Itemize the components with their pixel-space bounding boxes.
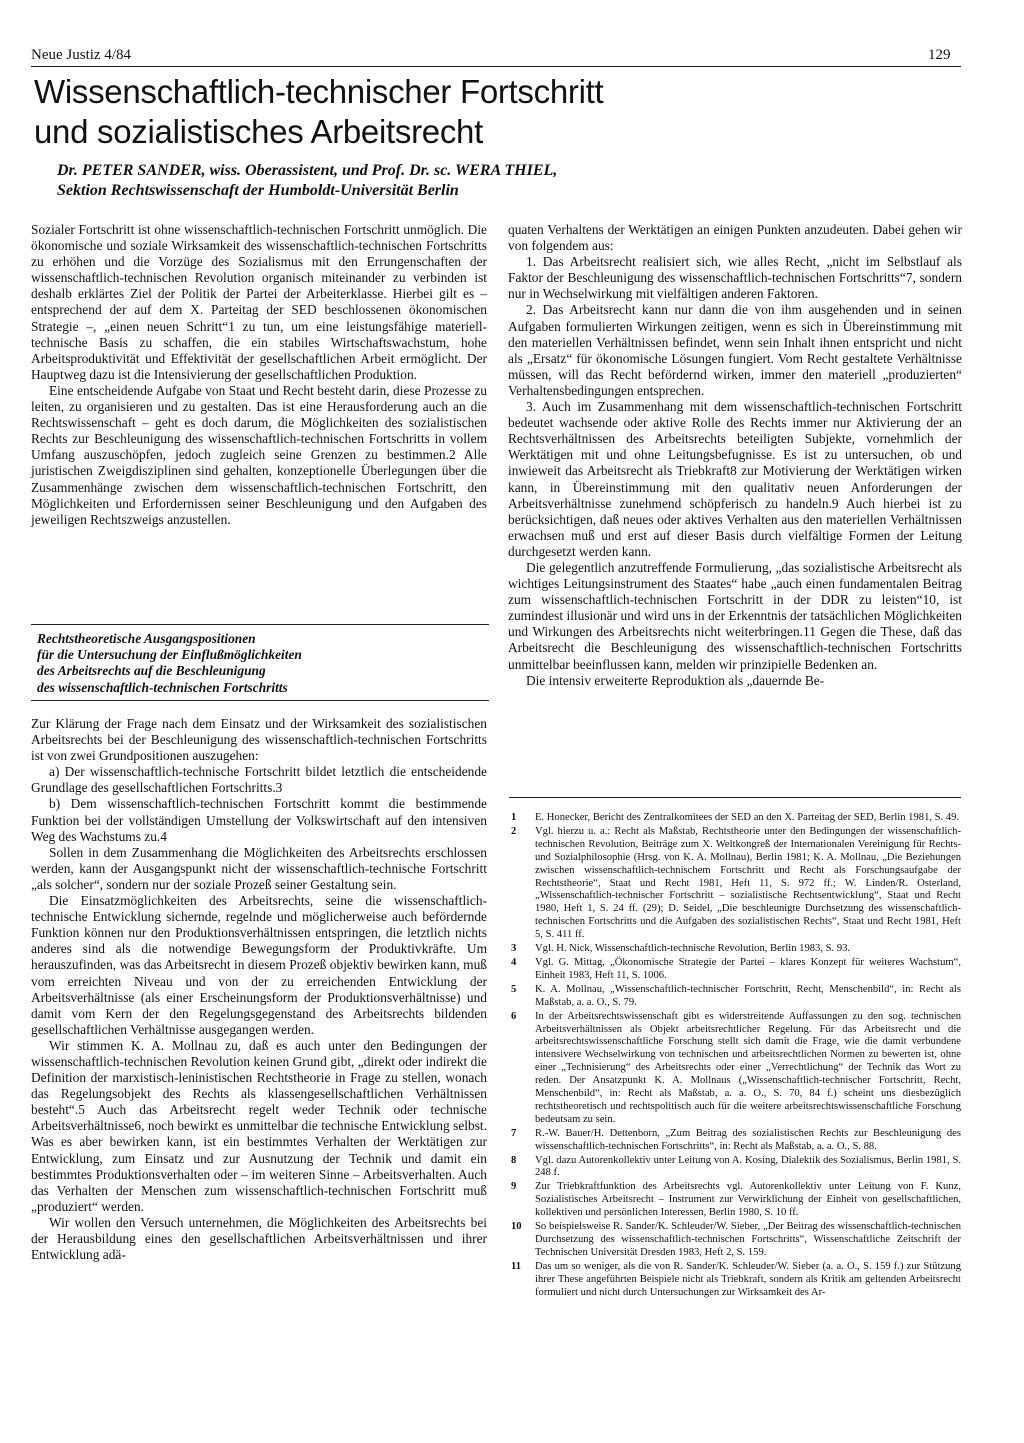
footnote xyxy=(509,1181,961,1220)
paragraph: Eine entscheidende Aufgabe von Staat und Recht besteht darin, diese Prozesse zu leiten, zu organisieren und zu gestalten. Das ist eine Herausforderung auch an die Rechtswissenschaft – geht es doch darum, die Möglichkeiten des sozialistischen Rechts zur Beschleunigung des wissenschaftlich-technischen Fortschritts in vollem Umfang auszuschöpfen, jedoch zugleich seine Grenzen zu bestimmen.2 Alle juristischen Zweigdisziplinen sind gehalten, konzeptionelle Überlegungen über die Zusammenhänge zwischen dem wissenschaftlich-technischen Fortschritt, den Möglichkeiten und Erfordernissen seiner Beschleunigung und den Aufgaben des jeweiligen Rechtszweigs anzustellen. xyxy=(31,382,487,527)
footnote-number: 7 xyxy=(511,1127,517,1139)
footnote-text: Vgl. dazu Autorenkollektiv unter Leitung von A. Kosing, Dialektik des Sozialismus, Berlin 1981, S. 248 f. xyxy=(535,1154,961,1179)
footnote xyxy=(509,826,961,942)
footnote-number: 10 xyxy=(511,1221,522,1233)
title-line-2: und sozialistisches Arbeitsrecht xyxy=(34,113,483,150)
footnote-number: 4 xyxy=(511,956,517,968)
section-rule-bottom xyxy=(31,700,489,701)
footnote-number: 5 xyxy=(511,983,517,995)
section-heading-line: des Arbeitsrechts auf die Beschleunigung xyxy=(37,663,266,679)
footnotes xyxy=(509,812,961,1301)
byline-line-1: Dr. PETER SANDER, wiss. Oberassistent, und Prof. Dr. sc. WERA THIEL, xyxy=(57,162,558,179)
footnote xyxy=(509,1155,961,1181)
footnote xyxy=(509,812,961,825)
paragraph: Die gelegentlich anzutreffende Formulierung, „das sozialistische Arbeitsrecht als wichtiges Leitungsinstrument des Staates“ habe „auch einen fundamentalen Beitrag zum wissenschaftlich-technischen Fortschritt in der DDR zu leisten“10, ist zumindest illusionär und wird uns in der Erkenntnis der tatsächlichen Möglichkeiten und Wirkungen des Arbeitsrechts nicht weiterbringen.11 Gegen die These, daß das Arbeitsrecht die Beschleunigung des wissenschaftlich-technischen Fortschritts unmittelbar beeinflussen kann, melden wir prinzipielle Bedenken an. xyxy=(508,559,962,672)
footnote xyxy=(509,1261,961,1300)
article-title xyxy=(34,72,734,152)
footnote xyxy=(509,1011,961,1127)
footnote-number: 1 xyxy=(511,812,517,823)
left-column-intro xyxy=(31,222,487,528)
footnote-number: 6 xyxy=(511,1010,517,1022)
paragraph: b) Dem wissenschaftlich-technischen Fortschritt kommt die bestimmende Funktion bei der vollständigen Umstellung der Volkswirtschaft auf den intensiven Weg des Wachstums zu.4 xyxy=(31,796,487,844)
footnote-number: 2 xyxy=(511,825,517,837)
footnote xyxy=(509,1221,961,1260)
footnote xyxy=(509,957,961,983)
footnote-text: R.-W. Bauer/H. Dettenborn, „Zum Beitrag des sozialistischen Rechts zur Beschleunigung des wissenschaftlich-technischen Fortschritts“, in: Recht als Maßstab, a. a. O., S. 88. xyxy=(535,1127,961,1152)
footnote-number: 11 xyxy=(511,1260,522,1272)
paragraph: Wir stimmen K. A. Mollnau zu, daß es auch unter den Bedingungen der wissenschaftlich-technischen Revolution keinen Grund gibt, „direkt oder indirekt die Definition der marxistisch-leninistischen Rechtstheorie in Frage zu stellen, wonach das Regelungsobjekt des Rechts als klassengesellschaftlichen Verhältnissen besteht“.5 Auch das Arbeitsrecht regelt weder Technik oder technische Arbeitsverhältnisse6, noch bewirkt es unmittelbar die technische Entwicklung selbst. Was es aber bewirken kann, ist ein bestimmtes Verhalten der Werktätigen zur Entwicklung, zum Einsatz und zur Ausnutzung der Technik und damit ein bestimmtes Produktionsverhalten oder – im weiteren Sinne – Arbeitsverhalten. Auch das Verhalten der Menschen zum wissenschaftlich-technischen Fortschritt muß „produziert“ werden. xyxy=(31,1037,487,1214)
title-line-1: Wissenschaftlich-technischer Fortschritt xyxy=(34,73,604,110)
paragraph: 1. Das Arbeitsrecht realisiert sich, wie alles Recht, „nicht im Selbstlauf als Faktor der Beschleunigung des wissenschaftlich-technischen Fortschritts“7, sondern nur in Wechselwirkung mit vielfältigen anderen Faktoren. xyxy=(508,254,962,302)
header-divider xyxy=(31,66,961,67)
paragraph: Die intensiv erweiterte Reproduktion als „dauernde Be- xyxy=(526,672,825,688)
footnote-number: 8 xyxy=(511,1154,517,1166)
footnote-text: So beispielsweise R. Sander/K. Schleuder/W. Sieber, „Der Beitrag des wissenschaftlich-technischen Durchsetzung des wissenschaftlich-technischen Fortschritts“, Wissenschaftliche Zeitschrift der Technischen Universität Dresden 1983, Heft 2, S. 159. xyxy=(535,1221,961,1258)
footnote-text: Vgl. G. Mittag, „Ökonomische Strategie der Partei – klares Konzept für weiteres Wachstum“, Einheit 1983, Heft 11, S. 1006. xyxy=(535,956,961,981)
paragraph: Wir wollen den Versuch unternehmen, die Möglichkeiten des Arbeitsrechts bei der Herausbildung eines den gesellschaftlichen Arbeitsverhältnissen und ihrer Entwicklung adä- xyxy=(31,1214,487,1263)
section-rule-top xyxy=(31,624,489,625)
footnote-text: Zur Triebkraftfunktion des Arbeitsrechts vgl. Autorenkollektiv unter Leitung von F. Kunz, Sozialistisches Arbeitsrecht – Instrument zur Verwirklichung der Einheit von gesellschaftlichen, kollektiven und persönlichen Interessen, Berlin 1980, S. 10 ff. xyxy=(535,1181,961,1219)
paragraph: a) Der wissenschaftlich-technische Fortschritt bildet letztlich die entscheidende Grundlage des gesellschaftlichen Fortschritts.3 xyxy=(31,764,487,796)
footnote xyxy=(509,984,961,1010)
footnote-text: Das um so weniger, als die von R. Sander/K. Schleuder/W. Sieber (a. a. O., S. 159 f.) zur Stützung ihrer These angeführten Beispiele nicht als Triebkraft, sondern als Kritik am geltenden Arbeitsrecht formuliert und nicht durch Untersuchungen zur Wirksamkeit des Ar- xyxy=(535,1260,961,1298)
section-heading-line: Rechtstheoretische Ausgangspositionen xyxy=(37,631,256,646)
footnote-number: 9 xyxy=(511,1181,517,1193)
byline-line-2: Sektion Rechtswissenschaft der Humboldt-Universität Berlin xyxy=(57,182,459,199)
footnote-text: E. Honecker, Bericht des Zentralkomitees der SED an den X. Parteitag der SED, Berlin 1981, S. 49. xyxy=(535,812,960,823)
paragraph: quaten Verhaltens der Werktätigen an einigen Punkten anzudeuten. Dabei gehen wir von folgendem aus: xyxy=(508,222,962,254)
footnote-text: Vgl. H. Nick, Wissenschaftlich-technische Revolution, Berlin 1983, S. 93. xyxy=(535,943,851,955)
author-byline xyxy=(57,161,957,201)
right-column-body xyxy=(508,222,962,689)
paragraph: Die Einsatzmöglichkeiten des Arbeitsrechts, seine die wissenschaftlich-technische Entwicklung sichernde, regelnde und möglicherweise auch befördernde Funktion können nur den Produktionsverhältnissen entspringen, die letztlich nichts anderes sind als die notwendige Bewegungsform der Produktivkräfte. Um herauszufinden, was das Arbeitsrecht in diesem Prozeß objektiv bewirken kann, muß vom erreichten Niveau und von der zu erreichenden Entwicklung der Arbeitsverhältnisse (als einer Erscheinungsform der Produktionsverhältnisse) und damit vom Kern der den Regelungsgegenstand des Arbeitsrechts bildenden gesellschaftlichen Verhältnisse ausgegangen werden. xyxy=(31,893,487,1037)
footnote-text: K. A. Mollnau, „Wissenschaftlich-technischer Fortschritt, Recht, Menschenbild“, in: Recht als Maßstab, a. a. O., S. 79. xyxy=(535,983,961,1008)
paragraph: Sozialer Fortschritt ist ohne wissenschaftlich-technischen Fortschritt unmöglich. Die ökonomische und soziale Wirksamkeit des wissenschaftlich-technischen Fortschritts zu erhöhen und die Vorzüge des Sozialismus mit den Errungenschaften der wissenschaftlich-technischen Revolution organisch miteinander zu verbinden ist deshalb erklärtes Ziel der Politik der Partei der Arbeiterklasse. Hierbei gilt es – entsprechend der auf dem X. Parteitag der SED beschlossenen ökonomischen Strategie –, „einen neuen Schritt“1 zu tun, um eine leistungsfähige materiell-technische Basis zu schaffen, die ein stabiles Wirtschaftswachstum, hohe Arbeitsproduktivität und Effektivität der gesellschaftlichen Arbeit ermöglicht. Der Hauptweg dazu ist die Intensivierung der gesellschaftlichen Produktion. xyxy=(31,222,487,382)
footnote xyxy=(509,943,961,956)
section-heading-line: des wissenschaftlich-technischen Fortschritts xyxy=(37,679,288,695)
page-number: 129 xyxy=(928,47,951,63)
paragraph: Sollen in dem Zusammenhang die Möglichkeiten des Arbeitsrechts erschlossen werden, kann der Ausgangspunkt nicht der wissenschaftlich-technische Fortschritt „als solcher“, sondern nur der soziale Prozeß seiner Gestaltung sein. xyxy=(31,844,487,892)
section-heading xyxy=(37,631,477,696)
paragraph: 3. Auch im Zusammenhang mit dem wissenschaftlich-technischen Fortschritt bedeutet wachsende oder aktive Rolle des Rechts immer nur Aktivierung der an Rechtsverhältnissen des Arbeitsrechts beteiligten Subjekte, vornehmlich der Werktätigen mit und ohne Leitungsbefugnisse. Es ist zu untersuchen, ob und inwieweit das Arbeitsrecht als Triebkraft8 zur Motivierung der Werktätigen wirken kann, in Übereinstimmung mit den qualitativ neuen Anforderungen der Arbeitsverhältnisse zunehmend schöpferisch zu handeln.9 Auch hierbei ist zu berücksichtigen, daß neues oder aktives Verhalten aus den materiellen Verhältnissen erwachsen muß und erst auf dieser Basis durch vielfältige Formen der Leitung durchgesetzt werden kann. xyxy=(508,399,962,559)
footnote xyxy=(509,1128,961,1154)
paragraph: 2. Das Arbeitsrecht kann nur dann die von ihm ausgehenden und in seinen Aufgaben formulierten Wirkungen zeitigen, wenn es sich in Übereinstimmung mit den materiellen Verhältnissen befindet, wenn sein Inhalt ihnen entspricht und nicht als „Ersatz“ für ökonomische Lösungen fungiert. Vom Recht gestaltete Verhältnisse müssen, will das Recht befördernd wirken, immer den materiell „produzierten“ Verhaltensbedingungen entsprechen. xyxy=(508,302,962,398)
footnote-text: In der Arbeitsrechtswissenschaft gibt es widerstreitende Auffassungen zu den sog. technischen Arbeitsverhältnissen als Objekt arbeitsrechtlicher Regelung. Für das Arbeitsrecht und die arbeitsrechtswissenschaftliche Forschung stellt sich damit die Frage, wie die damit verbundene intensivere Wechselwirkung von technischen und arbeitsrechtlichen Normen zu bewerten ist, ohne einer „Technisierung“ des Arbeitsrechts oder einer „Verrechtlichung“ der Technik das Wort zu reden. Der Ansatzpunkt K. A. Mollnaus („Wissenschaftlich-technischer Fortschritt, Recht, Menschenbild“, in: Recht als Maßstab, a. a. O., S. 70, 84 f.) scheint uns diesbezüglich rechtstheoretisch und rechtspolitisch auch für die weitere arbeitsrechtswissenschaftliche Forschung bedeutsam zu sein. xyxy=(535,1010,961,1125)
left-column-body xyxy=(31,716,487,1263)
footnote-text: Vgl. hierzu u. a.: Recht als Maßstab, Rechtstheorie unter den Bedingungen der wissenschaftlich-technischen Revolution, Beiträge zum X. Weltkongreß der Internationalen Vereinigung für Rechts- und Sozialphilosophie (Hrsg. von K. A. Mollnau), Berlin 1981; K. A. Mollnau, „Die Beziehungen zwischen wissenschaftlich-technischem Fortschritt und Recht als Forschungsaufgabe der Rechtstheorie“, Staat und Recht 1981, Heft 11, S. 972 ff.; W. Linden/R. Osterland, „Wissenschaftlich-technischer Fortschritt – sozialistische Rechtsentwicklung“, Staat und Recht 1980, Heft 1, S. 24 ff. (29); D. Seidel, „Die beschleunigte Durchsetzung des wissenschaftlich-technischen Fortschritts und die Aufgaben des sozialistischen Rechts“, Staat und Recht 1981, Heft 5, S. 411 ff. xyxy=(535,825,961,941)
footnote-divider xyxy=(509,797,961,798)
section-heading-line: für die Untersuchung der Einflußmöglichkeiten xyxy=(37,647,302,663)
paragraph: Zur Klärung der Frage nach dem Einsatz und der Wirksamkeit des sozialistischen Arbeitsrechts bei der Beschleunigung des wissenschaftlich-technischen Fortschritts ist von zwei Grundpositionen auszugehen: xyxy=(31,716,487,764)
footnote-number: 3 xyxy=(511,943,517,955)
journal-header: Neue Justiz 4/84 xyxy=(31,47,131,63)
